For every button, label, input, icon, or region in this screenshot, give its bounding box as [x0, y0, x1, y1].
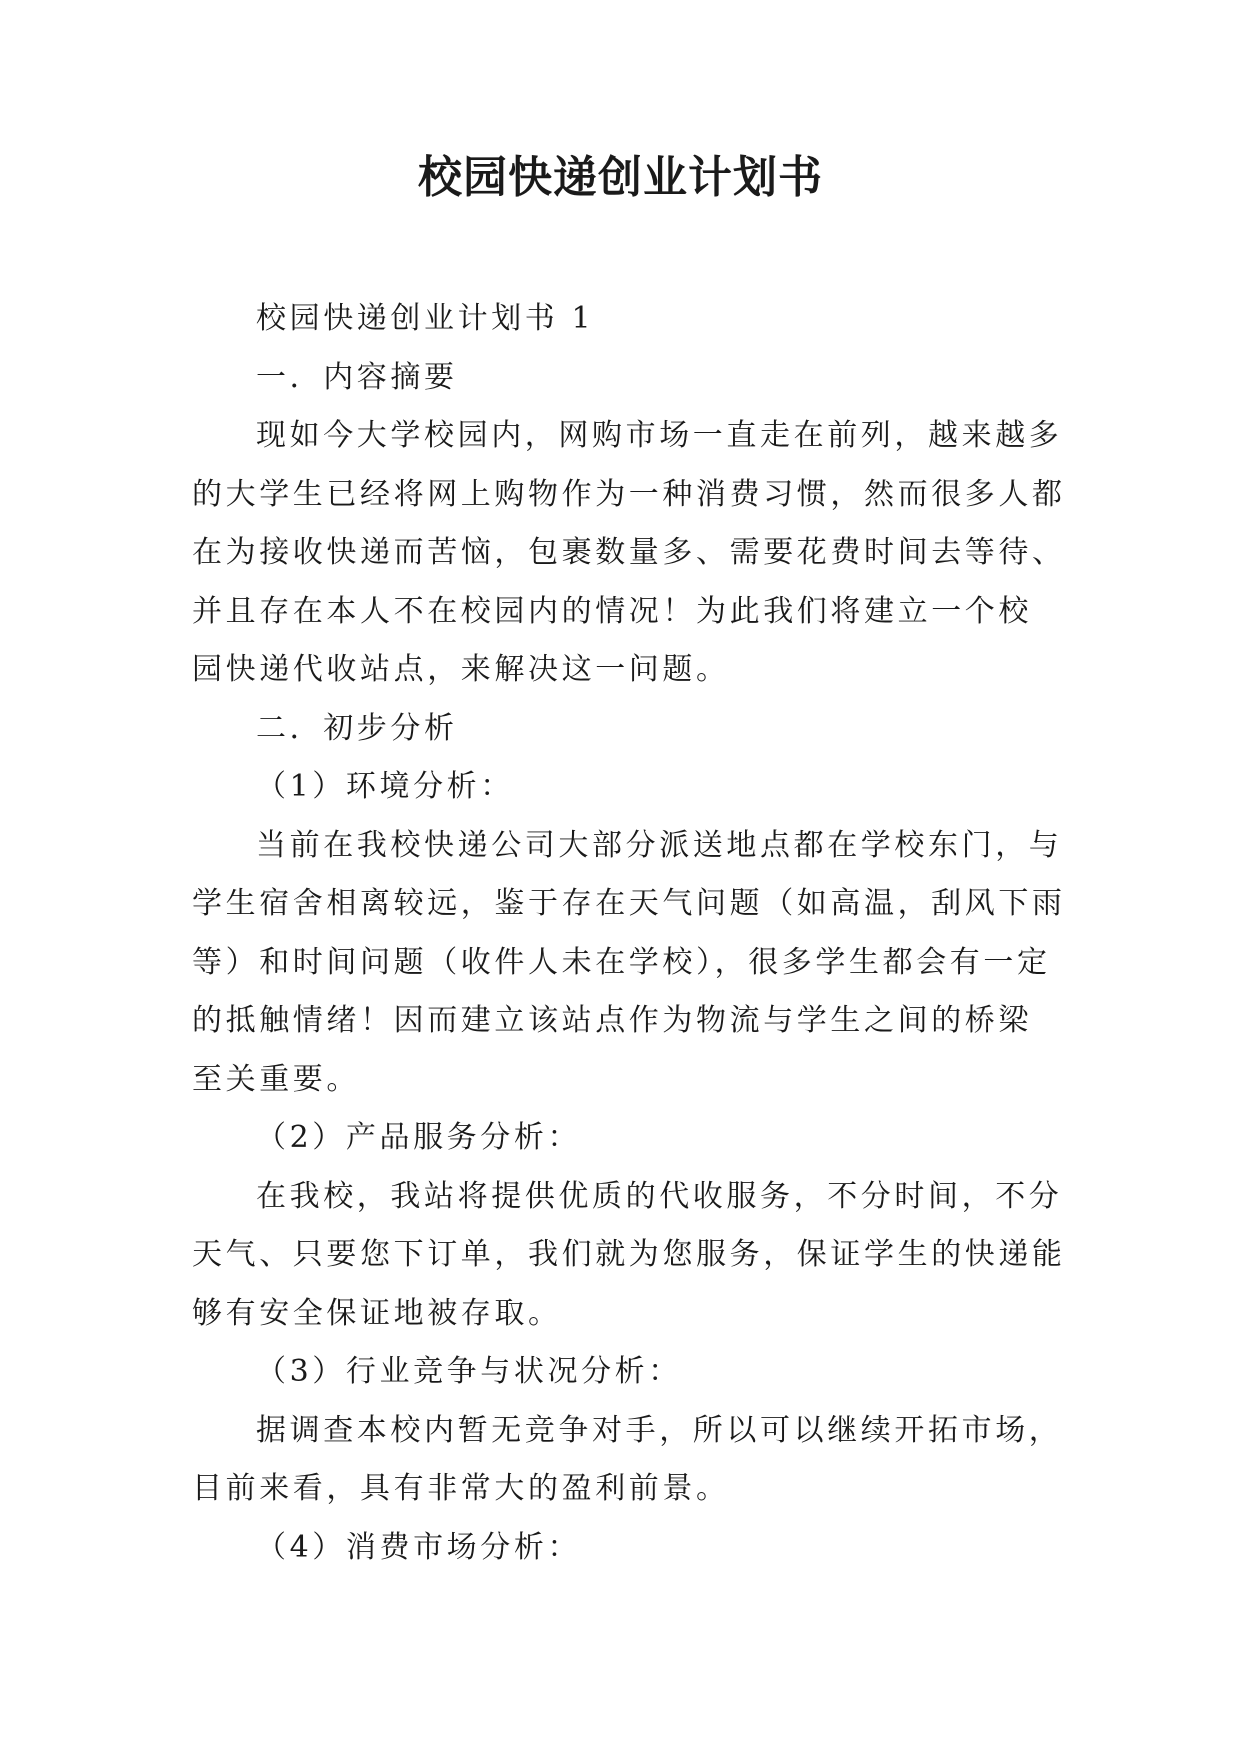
- document-body: [192, 290, 1066, 1577]
- text-line: 并且存在本人不在校园内的情况！为此我们将建立一个校: [192, 593, 1032, 629]
- text-line: （1）环境分析：: [256, 769, 514, 804]
- text-line: 在我校，我站将提供优质的代收服务，不分时间，不分: [256, 1178, 1063, 1214]
- text-line: 天气、只要您下订单，我们就为您服务，保证学生的快递能: [192, 1237, 1066, 1272]
- text-line: 够有安全保证地被存取。: [192, 1295, 562, 1331]
- text-line: 校园快递创业计划书 1: [256, 301, 595, 336]
- text-line: （3）行业竞争与状况分析：: [256, 1354, 682, 1389]
- text-line: 当前在我校快递公司大部分派送地点都在学校东门，与: [256, 827, 1063, 863]
- text-line: 学生宿舍相离较远，鉴于存在天气问题（如高温，刮风下雨: [192, 886, 1066, 921]
- text-line: 至关重要。: [192, 1061, 360, 1097]
- text-line: 现如今大学校园内，网购市场一直走在前列，越来越多: [256, 418, 1063, 453]
- text-line: 二．初步分析: [256, 710, 458, 746]
- text-line: 等）和时间问题（收件人未在学校），很多学生都会有一定: [192, 944, 1051, 980]
- document-title: 校园快递创业计划书: [418, 152, 823, 203]
- text-line: 的大学生已经将网上购物作为一种消费习惯，然而很多人都: [192, 476, 1066, 512]
- text-line: 在为接收快递而苦恼，包裹数量多、需要花费时间去等待、: [192, 535, 1066, 570]
- text-line: 目前来看，具有非常大的盈利前景。: [192, 1471, 730, 1506]
- text-line: 一．内容摘要: [256, 359, 458, 395]
- text-line: 据调查本校内暂无竞争对手，所以可以继续开拓市场，: [256, 1412, 1063, 1448]
- text-line: （2）产品服务分析：: [256, 1120, 582, 1155]
- text-line: 的抵触情绪！因而建立该站点作为物流与学生之间的桥梁: [192, 1003, 1032, 1038]
- text-line: （4）消费市场分析：: [256, 1529, 582, 1565]
- text-line: 园快递代收站点，来解决这一问题。: [192, 652, 730, 687]
